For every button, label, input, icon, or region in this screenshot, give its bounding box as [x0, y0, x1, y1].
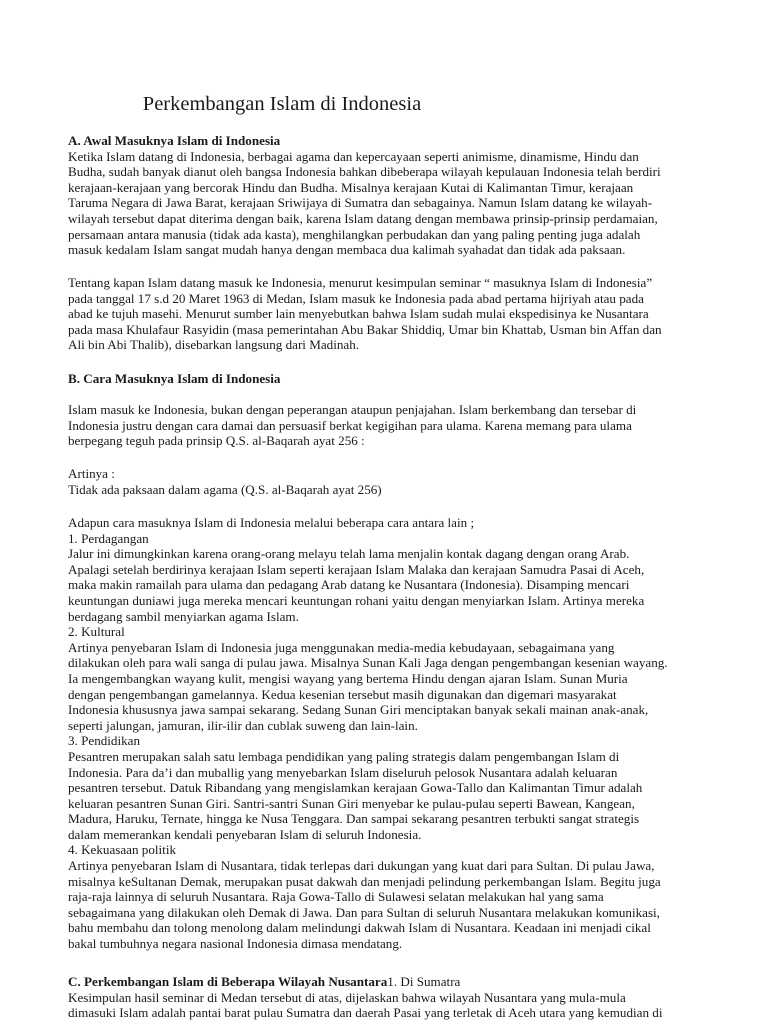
paragraph-line: maka makin ramailah para ulama dan pedagang Arab datang ke Nusantara (Indonesia). Disamping mencari	[68, 577, 630, 593]
paragraph-line: Ali bin Abi Thalib), disebarkan langsung dari Madinah.	[68, 337, 360, 353]
paragraph-line: raja-raja lainnya di seluruh Nusantara. Raja Gowa-Tallo di Sulawesi selatan melakukan hal yang sama	[68, 889, 604, 905]
paragraph-line: pesantren tersebut. Datuk Ribandang yang mengislamkan kerajaan Gowa-Tallo dan Kalimantan Timur adalah	[68, 780, 643, 796]
paragraph-line: seperti jalungan, jamuran, ilir-ilir dan cublak suweng dan lain-lain.	[68, 717, 418, 733]
paragraph-line: keluaran pesantren Sunan Giri. Santri-santri Sunan Giri menyebar ke pulau-pulau seperti Bawean, Kangean,	[68, 795, 635, 811]
paragraph-line: pada tanggal 17 s.d 20 Maret 1963 di Medan, Islam masuk ke Indonesia pada abad pertama hijriyah atau pada	[68, 290, 644, 306]
paragraph-line: masuk kedalam Islam sangat mudah hanya dengan membaca dua kalimah syahadat dan tidak ada paksaan.	[68, 242, 626, 258]
section-heading: B. Cara Masuknya Islam di Indonesia	[68, 371, 281, 386]
section-heading: A. Awal Masuknya Islam di Indonesia	[68, 133, 281, 148]
paragraph-line: Artinya :	[68, 466, 115, 481]
paragraph-line: Apalagi setelah berdirinya kerajaan Islam seperti kerajaan Islam Malaka dan kerajaan Samudra Pasai di Aceh,	[68, 561, 645, 577]
paragraph-line: Tentang kapan Islam datang masuk ke Indonesia, menurut kesimpulan seminar “ masuknya Islam di Indonesia”	[68, 275, 653, 290]
section-a-paragraph-2	[68, 275, 708, 353]
paragraph-line: Artinya penyebaran Islam di Indonesia juga menggunakan media-media kebudayaan, sebagaimana yang	[68, 639, 615, 655]
paragraph-line: dilakukan oleh para wali sanga di pulau jawa. Misalnya Sunan Kali Jaga dengan pengembangan kesenian wayang.	[68, 655, 668, 671]
paragraph-line: berdagang sambil menyiarkan agama Islam.	[68, 608, 299, 624]
paragraph-line: keuntungan duniawi juga mereka mencari keuntungan rohani yaitu dengan menyiarkan Islam. Artinya mereka	[68, 592, 645, 608]
paragraph-line: Adapun cara masuknya Islam di Indonesia melalui beberapa cara antara lain ;	[68, 515, 475, 530]
subsection-heading: 1. Di Sumatra	[387, 974, 461, 989]
paragraph-line: sebagaimana yang dilakukan oleh Demak di Jawa. Dan para Sultan di seluruh Nusantara melakukan komunikasi,	[68, 904, 660, 920]
list-heading: 3. Pendidikan	[68, 733, 141, 749]
paragraph-line: Taruma Negara di Jawa Barat, kerajaan Sriwijaya di Sumatra dan sebagainya. Namun Islam datang ke wilayah-	[68, 195, 653, 211]
paragraph-line: Kesimpulan hasil seminar di Medan tersebut di atas, dijelaskan bahwa wilayah Nusantara yang mula-mula	[68, 989, 626, 1005]
paragraph-line: Tidak ada paksaan dalam agama (Q.S. al-Baqarah ayat 256)	[68, 481, 382, 497]
section-b-paragraph-2	[68, 515, 708, 952]
section-b	[68, 371, 708, 387]
paragraph-line: Madura, Haruku, Ternate, hingga ke Nusa Tenggara. Dan sampai sekarang pesantren terbukti sangat strategis	[68, 811, 640, 827]
paragraph-line: Indonesia justru dengan cara damai dan persuasif berkat kegigihan para ulama. Karena memang para ulama	[68, 417, 632, 433]
section-heading-line	[68, 974, 708, 990]
paragraph-line: Indonesia khususnya jawa sampai sekarang. Sedang Sunan Giri menciptakan banyak sekali mainan anak-anak,	[68, 702, 649, 718]
list-heading: 2. Kultural	[68, 624, 125, 640]
paragraph-line: wilayah tersebut dapat diterima dengan baik, karena Islam datang dengan membawa prinsip-prinsip perdamaian,	[68, 210, 658, 226]
paragraph-line: dalam memerankan kendali penyebaran Islam di seluruh Indonesia.	[68, 826, 422, 842]
paragraph-line: Budha, sudah banyak dianut oleh bangsa Indonesia bahkan dibeberapa wilayah kepulauan Indonesia telah berdiri	[68, 164, 661, 180]
paragraph-line: Islam masuk ke Indonesia, bukan dengan peperangan ataupun penjajahan. Islam berkembang dan tersebar di	[68, 402, 637, 417]
paragraph-line: dengan pengembangan gamelannya. Kedua kesenian tersebut masih digunakan dan digemari masyarakat	[68, 686, 617, 702]
section-heading: C. Perkembangan Islam di Beberapa Wilayah Nusantara	[68, 974, 388, 989]
paragraph-line: Jalur ini dimungkinkan karena orang-orang melayu telah lama menjalin kontak dagang dengan orang Arab.	[68, 546, 630, 562]
paragraph-line: Pesantren merupakan salah satu lembaga pendidikan yang paling strategis dalam pengembangan Islam di	[68, 748, 620, 764]
paragraph-line: persamaan antara manusia (tidak ada kasta), menghilangkan perbudakan dan yang paling penting juga adalah	[68, 226, 641, 242]
page-title: Perkembangan Islam di Indonesia	[142, 93, 422, 115]
paragraph-line: Ketika Islam datang di Indonesia, berbagai agama dan kepercayaan seperti animisme, dinamisme, Hindu dan	[68, 148, 639, 164]
paragraph-line: Artinya penyebaran Islam di Nusantara, tidak terlepas dari dukungan yang kuat dari para Sultan. Di pulau Jawa,	[68, 858, 655, 874]
section-a	[68, 133, 708, 258]
section-b-paragraph-1	[68, 402, 708, 449]
paragraph-line: Indonesia. Para da’i dan muballig yang menyebarkan Islam diseluruh pelosok Nusantara adalah keluaran	[68, 764, 618, 780]
paragraph-line: misalnya keSultanan Demak, merupakan pusat dakwah dan menjadi pelindung perkembangan Islam. Begitu juga	[68, 873, 661, 889]
list-heading: 1. Perdagangan	[68, 530, 149, 546]
paragraph-line: bakal tumbuhnya negara nasional Indonesia dimasa mendatang.	[68, 936, 403, 952]
paragraph-line: berpegang teguh pada prinsip Q.S. al-Baqarah ayat 256 :	[68, 433, 365, 449]
paragraph-line: Ia mengembangkan wayang kulit, mengisi wayang yang bertema Hindu dengan ajaran Islam. Sunan Muria	[68, 670, 628, 686]
list-heading: 4. Kekuasaan politik	[68, 842, 176, 858]
paragraph-line: dimasuki Islam adalah pantai barat pulau Sumatra dan daerah Pasai yang terletak di Aceh utara yang kemudian di	[68, 1005, 663, 1021]
section-b-artinya	[68, 466, 708, 497]
paragraph-line: abad ke tujuh masehi. Menurut sumber lain menyebutkan bahwa Islam sudah mulai ekspedisinya ke Nusantara	[68, 306, 649, 322]
section-c	[68, 974, 708, 1021]
paragraph-line: kerajaan-kerajaan yang bercorak Hindu dan Budha. Misalnya kerajaan Kutai di Kalimantan Timur, kerajaan	[68, 179, 634, 195]
paragraph-line: pada masa Khulafaur Rasyidin (masa pemerintahan Abu Bakar Shiddiq, Umar bin Khattab, Usman bin Affan dan	[68, 321, 662, 337]
paragraph-line: bahu membahu dan tolong menolong dalam melindungi dakwah Islam di Nusantara. Keadaan ini menjadi cikal	[68, 920, 651, 936]
